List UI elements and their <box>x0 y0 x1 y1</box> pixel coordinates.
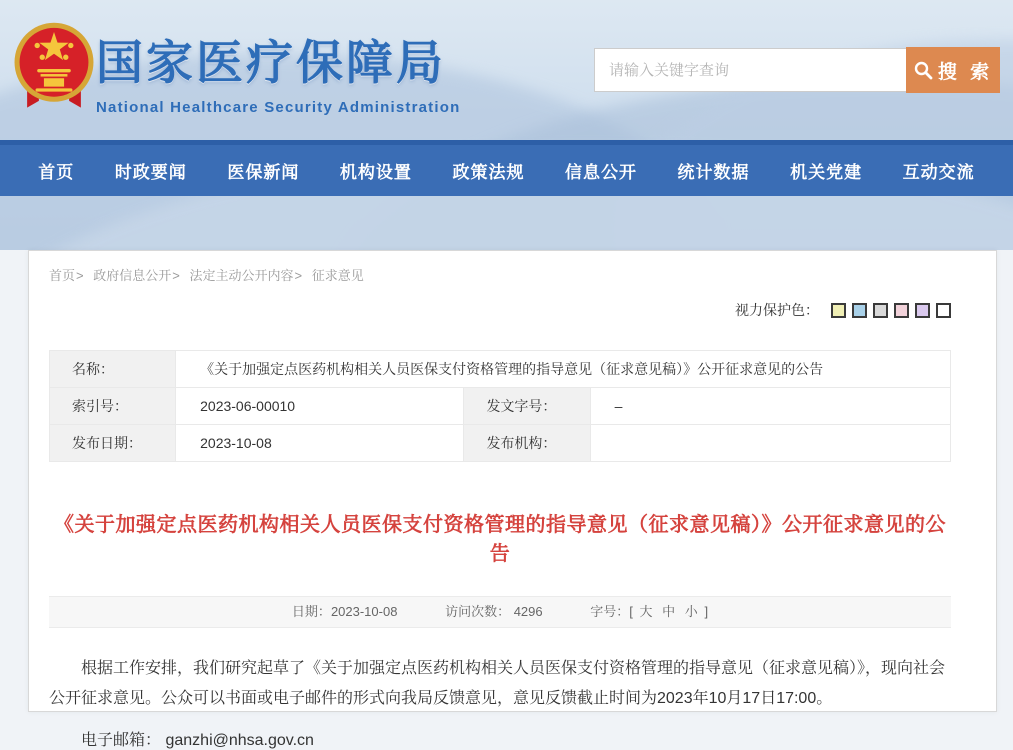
eye-protection-swatch-gray[interactable] <box>873 303 888 318</box>
nav-item-party-building[interactable]: 机关党建 <box>790 163 863 182</box>
doc-index-label: 索引号： <box>50 388 176 425</box>
eye-protection-row <box>49 300 951 320</box>
font-size-large-button[interactable]: 大 <box>639 604 653 619</box>
nav-item-home[interactable]: 首页 <box>38 163 75 182</box>
document-info-table <box>49 350 951 462</box>
nav-item-info-disclosure[interactable]: 信息公开 <box>565 163 637 182</box>
doc-pubdate-label: 发布日期： <box>50 425 176 462</box>
article-paragraph: 根据工作安排，我们研究起草了《关于加强定点医药机构相关人员医保支付资格管理的指导意见（征求意见稿）》，现向社会公开征求意见。公众可以书面或电子邮件的形式向我局反馈意见，意见反馈截止时间为2023年10月17日17:00。 <box>49 660 946 707</box>
font-size-small-button[interactable]: 小 <box>684 604 698 619</box>
eye-protection-swatch-yellow[interactable] <box>831 303 846 318</box>
breadcrumb-separator: > <box>294 268 303 283</box>
breadcrumb-current: 征求意见 <box>311 268 364 283</box>
eye-protection-label: 视力保护色： <box>735 302 819 318</box>
site-title-zh: 国家医疗保障局 <box>96 36 446 89</box>
nav-item-statistics[interactable]: 统计数据 <box>677 163 750 182</box>
national-emblem-icon <box>12 20 96 118</box>
doc-number-value: – <box>590 388 950 425</box>
eye-protection-swatch-white[interactable] <box>936 303 951 318</box>
contact-email-line <box>49 727 951 750</box>
doc-org-label: 发布机构： <box>464 425 590 462</box>
article-date: 日期：2023-10-08 <box>291 604 398 619</box>
nav-item-interaction[interactable]: 互动交流 <box>902 163 975 182</box>
font-size-medium-button[interactable]: 中 <box>662 604 676 619</box>
breadcrumb <box>49 265 951 284</box>
doc-index-value: 2023-06-00010 <box>176 388 464 425</box>
search-button[interactable] <box>906 47 1000 93</box>
breadcrumb-separator: > <box>172 268 180 283</box>
main-navigation <box>0 140 1013 196</box>
email-value: ganzhi@nhsa.gov.cn <box>165 732 314 750</box>
doc-org-value <box>590 425 950 462</box>
article-meta-bar <box>49 596 951 628</box>
site-title-en: National Healthcare Security Administration <box>96 99 461 116</box>
article-title: 《关于加强定点医药机构相关人员医保支付资格管理的指导意见（征求意见稿）》公开征求意见的公告 <box>54 514 946 565</box>
search-button-label: 搜 索 <box>937 61 994 83</box>
search-bar <box>594 47 1000 93</box>
eye-protection-swatch-purple[interactable] <box>915 303 930 318</box>
breadcrumb-separator: > <box>76 268 84 283</box>
eye-protection-swatch-pink[interactable] <box>894 303 909 318</box>
doc-pubdate-value: 2023-10-08 <box>176 425 464 462</box>
site-header <box>0 0 1013 140</box>
search-icon <box>913 60 933 80</box>
article-visits: 访问次数： 4296 <box>445 604 543 619</box>
font-size-control: 字号：[ 大 中 小 ] <box>590 604 709 619</box>
eye-protection-swatch-blue[interactable] <box>852 303 867 318</box>
nav-item-organization[interactable]: 机构设置 <box>339 163 412 182</box>
table-row <box>50 351 951 388</box>
nav-item-policies[interactable]: 政策法规 <box>452 163 525 182</box>
doc-number-label: 发文字号： <box>464 388 590 425</box>
search-input[interactable] <box>594 48 906 92</box>
doc-name-label: 名称： <box>50 351 176 388</box>
breadcrumb-gov-info[interactable]: 政府信息公开 <box>93 268 172 283</box>
breadcrumb-home[interactable]: 首页 <box>49 268 76 283</box>
content-card <box>28 250 997 750</box>
table-row <box>50 425 951 462</box>
table-row <box>50 388 951 425</box>
breadcrumb-statutory-disclosure[interactable]: 法定主动公开内容 <box>189 268 294 283</box>
nav-item-insurance-news[interactable]: 医保新闻 <box>227 163 300 182</box>
email-label: 电子邮箱： <box>81 732 162 750</box>
doc-name-value: 《关于加强定点医药机构相关人员医保支付资格管理的指导意见（征求意见稿）》公开征求意见的公告 <box>176 351 951 388</box>
nav-item-current-politics[interactable]: 时政要闻 <box>114 163 187 182</box>
